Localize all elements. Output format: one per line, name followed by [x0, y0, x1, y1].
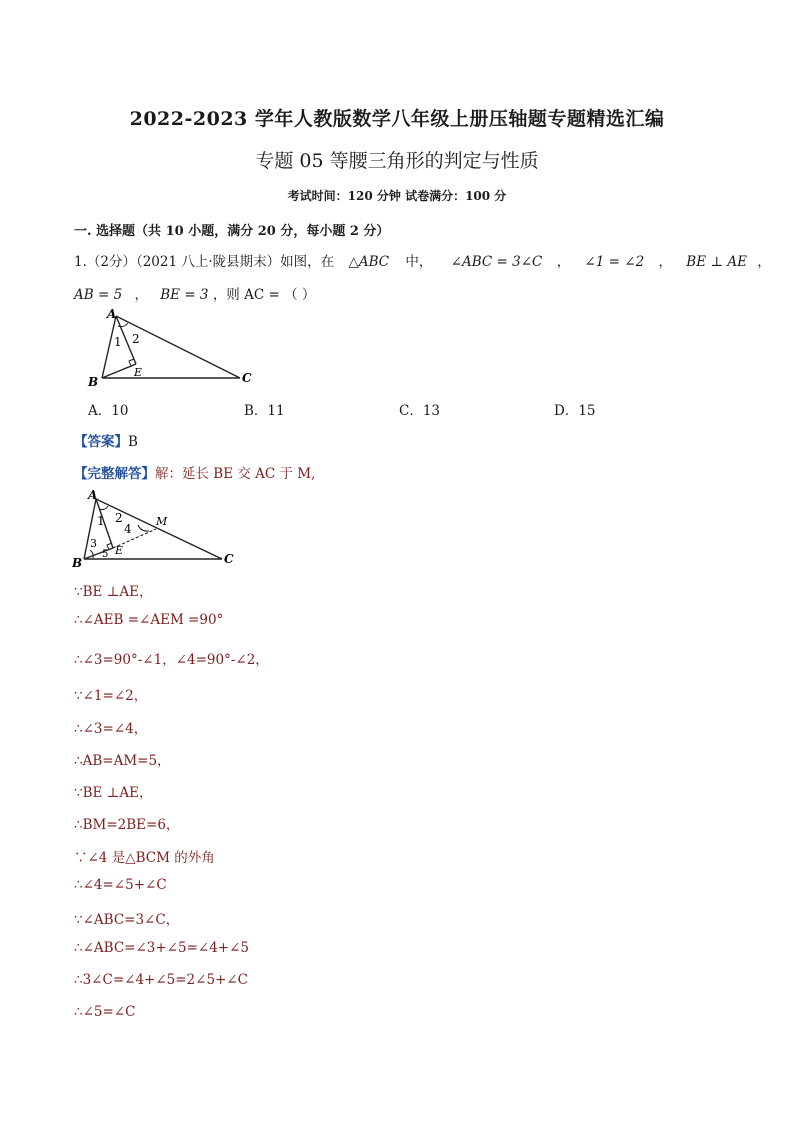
- triangle-figure-2: [72, 487, 242, 569]
- solution-step: ∵∠ABC=3∠C，: [74, 912, 180, 928]
- question-zhong: 中，: [405, 254, 433, 270]
- solution-step: ∴∠ABC=∠3+∠5=∠4+∠5: [74, 940, 249, 956]
- label-4: 4: [124, 522, 132, 536]
- label-1: 1: [97, 514, 105, 528]
- solution-tag: 【完整解答】: [74, 466, 155, 482]
- condition-ab: AB = 5: [74, 287, 123, 303]
- solution-step: ∴∠3=∠4，: [74, 721, 148, 737]
- condition-angle-1-2: ∠1 = ∠2: [584, 254, 645, 270]
- question-line-1: [74, 250, 771, 270]
- option-c[interactable]: C．13: [399, 403, 441, 419]
- condition-angle-abc: ∠ABC = 3∠C: [450, 254, 543, 270]
- answer-tag: 【答案】: [74, 434, 128, 450]
- label-e: E: [134, 366, 143, 379]
- solution-step: ∵∠4 是△BCM 的外角: [74, 850, 215, 866]
- label-b: B: [72, 556, 83, 569]
- solution-step: ∴BM=2BE=6，: [74, 817, 180, 833]
- solution-line: [74, 462, 315, 482]
- comma: ，: [556, 254, 571, 270]
- solution-step: ∵∠1=∠2，: [74, 688, 148, 704]
- angle-arc: [99, 506, 108, 510]
- label-m: M: [156, 515, 168, 528]
- question-prefix: 1.（2分）（2021 八上·陇县期末）如图，在: [74, 254, 335, 270]
- label-a: A: [107, 307, 117, 321]
- label-2: 2: [132, 332, 140, 346]
- triangle-figure-1: [80, 306, 270, 390]
- exam-meta: 考试时间：120 分钟 试卷满分：100 分: [287, 189, 507, 203]
- page-title: 2022-2023 学年人教版数学八年级上册压轴题专题精选汇编: [129, 108, 665, 130]
- label-e: E: [115, 544, 124, 557]
- label-c: C: [242, 371, 252, 385]
- label-c: C: [224, 552, 234, 566]
- solution-intro: 解：延长 BE 交 AC 于 M,: [155, 466, 316, 482]
- solution-step: ∵BE ⊥AE，: [74, 584, 153, 600]
- answer-line: [74, 430, 138, 450]
- comma: ，: [757, 254, 771, 270]
- question-line-2: [74, 283, 315, 303]
- question-tail: ，则 AC = （ ）: [212, 287, 316, 303]
- option-a[interactable]: A．10: [88, 403, 129, 419]
- solution-step: ∴∠4=∠5+∠C: [74, 877, 167, 893]
- label-a: A: [88, 488, 98, 502]
- label-1: 1: [114, 335, 122, 349]
- condition-be: BE = 3: [160, 287, 209, 303]
- label-5: 5: [102, 549, 109, 560]
- solution-step: ∴∠3=90°-∠1，∠4=90°-∠2，: [74, 652, 269, 668]
- comma: ，: [658, 254, 672, 270]
- solution-step: ∴3∠C=∠4+∠5=2∠5+∠C: [74, 972, 248, 988]
- section-heading: 一. 选择题（共 10 小题，满分 20 分，每小题 2 分）: [74, 224, 390, 239]
- comma: ，: [134, 287, 148, 303]
- segment-be: [102, 364, 136, 378]
- solution-step: ∴AB=AM=5，: [74, 753, 171, 769]
- answer-value: B: [128, 434, 138, 450]
- label-b: B: [88, 375, 99, 389]
- solution-step: ∵BE ⊥AE，: [74, 785, 153, 801]
- topic-title: 专题 05 等腰三角形的判定与性质: [255, 150, 539, 172]
- option-b[interactable]: B．11: [244, 403, 285, 419]
- solution-step: ∴∠AEB =∠AEM =90°: [74, 612, 224, 628]
- angle-arc: [138, 525, 149, 531]
- condition-perpendicular: BE ⊥ AE: [686, 254, 747, 270]
- triangle-symbol: △ABC: [348, 254, 390, 270]
- label-3: 3: [90, 537, 97, 550]
- solution-step: ∴∠5=∠C: [74, 1004, 136, 1020]
- option-d[interactable]: D．15: [554, 403, 596, 419]
- label-2: 2: [115, 511, 123, 525]
